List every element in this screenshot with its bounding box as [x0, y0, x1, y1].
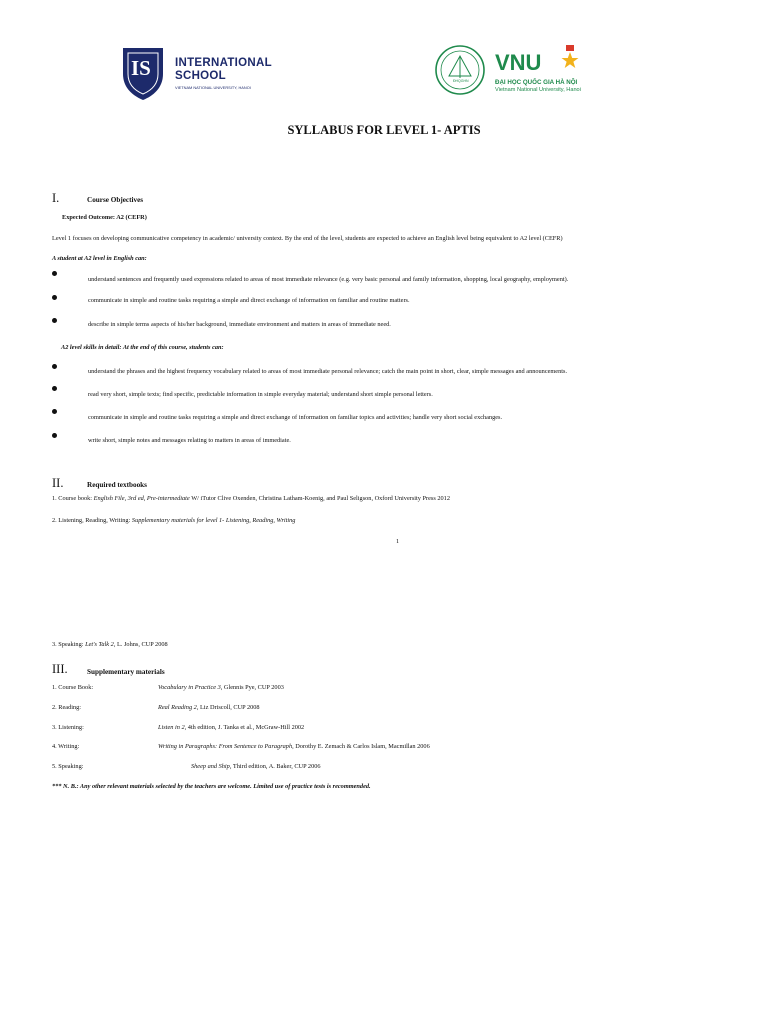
- supp-book-3: [158, 724, 304, 731]
- bullet-icon: [52, 295, 57, 300]
- supp-label-2: 2. Reading:: [52, 704, 82, 711]
- book-title: Supplementary materials for level 1- Listening, Reading, Writing: [131, 517, 296, 524]
- skills-item-2: read very short, simple texts; find specific, predictable information in simple everyday material; understand short simple personal letters.: [88, 391, 433, 398]
- level-intro: Level 1 focuses on developing communicative competency in academic/ university context. By the end of the level, students are expected to achieve an English level being equivalent to A2 level (CEFR): [52, 235, 563, 242]
- section1-heading: Course Objectives: [87, 196, 144, 204]
- supp-label-1: 1. Course Book:: [52, 684, 94, 691]
- skills-item-4: write short, simple notes and messages relating to matters in areas of immediate.: [88, 437, 291, 444]
- book-title: Vocabulary in Practice 3: [158, 684, 221, 691]
- is-logo-line2: SCHOOL: [175, 70, 226, 82]
- a2-heading: A student at A2 level in English can:: [52, 255, 147, 262]
- is-logo-line1: INTERNATIONAL: [175, 57, 272, 69]
- vnu-logo: [433, 42, 613, 98]
- book-details: , Dorothy E. Zemach & Carlos Islam, Macmillan 2006: [292, 743, 430, 750]
- a2-item-2: communicate in simple and routine tasks requiring a simple and direct exchange of information on familiar and routine matters.: [88, 297, 410, 304]
- vnu-logo-line2: Vietnam National University, Hanoi: [495, 87, 581, 93]
- bullet-icon: [52, 386, 57, 391]
- book-title: Sheep and Ship: [191, 763, 230, 770]
- required-textbook-2: [52, 517, 295, 524]
- vnu-logo-line1: ĐẠI HỌC QUỐC GIA HÀ NỘI: [495, 79, 578, 86]
- supp-book-2: [158, 704, 260, 711]
- materials-note: *** N. B.: Any other relevant materials selected by the teachers are welcome. Limited use of practice tests is recommended.: [52, 783, 371, 790]
- item-label: 1. Course book:: [52, 495, 93, 502]
- supp-book-5: [191, 763, 321, 770]
- book-details: , Liz Driscoll, CUP 2008: [196, 704, 260, 711]
- vnu-seal-icon: [433, 42, 489, 98]
- book-title: English File, 3rd ed, Pre-intermediate: [93, 495, 190, 502]
- supp-label-4: 4. Writing:: [52, 743, 80, 750]
- bullet-icon: [52, 433, 57, 438]
- section1-number: I.: [52, 191, 60, 205]
- bullet-icon: [52, 271, 57, 276]
- a2-item-1: understand sentences and frequently used expressions related to areas of most immediate relevance (e.g. very basic personal and family information, shopping, local geography, employment).: [88, 276, 569, 283]
- book-title: Real Reading 2: [158, 704, 197, 711]
- section2-number: II.: [52, 476, 64, 490]
- book-title: Writing in Paragraphs: From Sentence to Paragraph: [158, 743, 293, 750]
- book-details: , Glennis Pye, CUP 2003: [220, 684, 284, 691]
- bullet-icon: [52, 318, 57, 323]
- vnu-seal-text: ĐHQGHN: [453, 79, 469, 83]
- skills-item-3: communicate in simple and routine tasks requiring a simple and direct exchange of information on familiar topics and activities; handle very short social exchanges.: [88, 414, 503, 421]
- expected-outcome: Expected Outcome: A2 (CEFR): [62, 214, 147, 221]
- book-details: , Third edition, A. Baker, CUP 2006: [229, 763, 321, 770]
- bullet-icon: [52, 409, 57, 414]
- skills-item-1: understand the phrases and the highest frequency vocabulary related to areas of most immediate personal relevance; catch the main point in short, clear, simple messages and announcements.: [88, 368, 568, 375]
- book-details: W/ iTutor Clive Oxenden, Christina Latham-Koenig, and Paul Seligson, Oxford University Press 2012: [191, 495, 450, 502]
- book-details: , 4th edition, J. Tanka et al., McGraw-Hill 2002: [184, 724, 305, 731]
- book-title: Listen in 2: [158, 724, 185, 731]
- supp-label-5: 5. Speaking:: [52, 763, 84, 770]
- star-medal-icon: [561, 45, 579, 69]
- is-monogram: IS: [131, 56, 151, 80]
- page-title: SYLLABUS FOR LEVEL 1- APTIS: [287, 123, 481, 137]
- section2-heading: Required textbooks: [87, 481, 147, 489]
- skills-heading: A2 level skills in detail: At the end of this course, students can:: [61, 344, 224, 351]
- item-label: 2. Listening, Reading, Writing:: [52, 517, 131, 524]
- international-school-logo: [119, 44, 289, 102]
- required-textbook-3: [52, 641, 168, 648]
- bullet-icon: [52, 364, 57, 369]
- a2-item-3: describe in simple terms aspects of his/her background, immediate environment and matters in areas of immediate need.: [88, 321, 391, 328]
- supp-label-3: 3. Listening:: [52, 724, 84, 731]
- supp-book-1: [158, 684, 284, 691]
- book-details: , L. Johns, CUP 2008: [113, 641, 168, 648]
- vnu-abbr: VNU: [495, 50, 542, 75]
- required-textbook-1: [52, 495, 450, 502]
- item-label: 3. Speaking:: [52, 641, 84, 648]
- section3-heading: Supplementary materials: [87, 668, 165, 676]
- supp-book-4: [158, 743, 430, 750]
- book-title: Let's Talk 2: [85, 641, 114, 648]
- is-logo-line3: VIETNAM NATIONAL UNIVERSITY, HANOI: [175, 85, 251, 90]
- page-number: 1: [396, 538, 400, 545]
- section3-number: III.: [52, 662, 68, 676]
